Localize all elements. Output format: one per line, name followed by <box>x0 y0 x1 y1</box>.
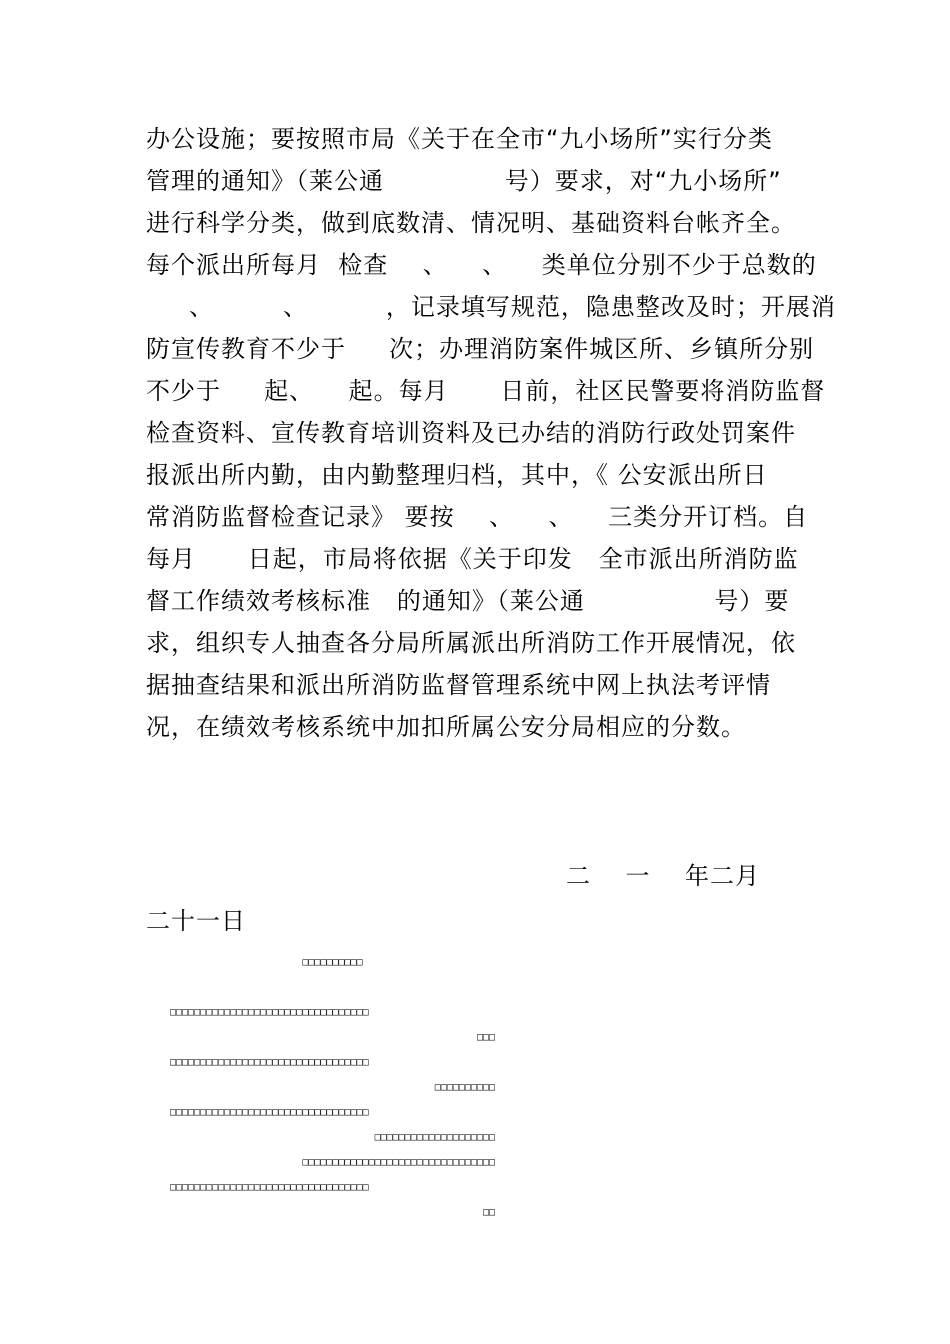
paragraph-line: 每月 日起，市局将依据《关于印发 全市派出所消防监 <box>146 545 799 573</box>
garbled-text-line: □□□ <box>476 1032 495 1043</box>
paragraph-line: 督工作绩效考核标准 的通知》（莱公通 号）要 <box>146 587 790 615</box>
garbled-text-line: □□□□□□□□□□ <box>302 957 363 968</box>
paragraph-line: 管理的通知》（莱公通 号）要求，对“九小场所” <box>146 167 782 195</box>
paragraph-line: 每个派出所每月 检查 、 、 类单位分别不少于总数的 <box>146 251 817 279</box>
paragraph-line: 检查资料、宣传教育培训资料及已办结的消防行政处罚案件 <box>146 419 796 447</box>
garbled-text-line: □□□□□□□□□□□□□□□□□□□□ <box>374 1132 495 1143</box>
paragraph-line: 办公设施；要按照市局《关于在全市“九小场所”实行分类 <box>146 125 773 153</box>
paragraph-line: 求，组织专人抽查各分局所属派出所消防工作开展情况，依 <box>146 629 796 657</box>
garbled-text-line: □□□□□□□□□□□□□□□□□□□□□□□□□□□□□□□□ <box>302 1157 495 1168</box>
paragraph-line: 据抽查结果和派出所消防监督管理系统中网上执法考评情 <box>146 671 771 699</box>
paragraph-line: 况，在绩效考核系统中加扣所属公安分局相应的分数。 <box>146 713 746 741</box>
garbled-text-line: □□□□□□□□□□□□□□□□□□□□□□□□□□□□□□□□□ <box>170 1007 369 1018</box>
paragraph-line: 常消防监督检查记录》 要按 、 、 三类分开订档。自 <box>146 503 809 531</box>
paragraph-line: 进行科学分类，做到底数清、情况明、基础资料台帐齐全。 <box>146 209 796 237</box>
garbled-text-line: □□□□□□□□□□ <box>434 1082 495 1093</box>
document-date: 二 一 年二月 <box>566 862 761 890</box>
garbled-text-line: □□□□□□□□□□□□□□□□□□□□□□□□□□□□□□□□□ <box>170 1057 369 1068</box>
paragraph-line: 不少于 起、 起。每月 日前，社区民警要将消防监督 <box>146 377 826 405</box>
garbled-text-line: □□□□□□□□□□□□□□□□□□□□□□□□□□□□□□□□□ <box>170 1182 369 1193</box>
paragraph-line: 报派出所内勤，由内勤整理归档，其中，《 公安派出所日 <box>146 461 768 489</box>
paragraph-line: 防宣传教育不少于 次；办理消防案件城区所、乡镇所分别 <box>146 335 815 363</box>
paragraph-line: 、 、 ，记录填写规范，隐患整改及时；开展消 <box>146 293 836 321</box>
document-date-continuation: 二十一日 <box>146 907 246 935</box>
garbled-text-line: □□□□□□□□□□□□□□□□□□□□□□□□□□□□□□□□□ <box>170 1107 369 1118</box>
document-body <box>146 118 836 748</box>
garbled-text-line: □□ <box>482 1207 495 1218</box>
